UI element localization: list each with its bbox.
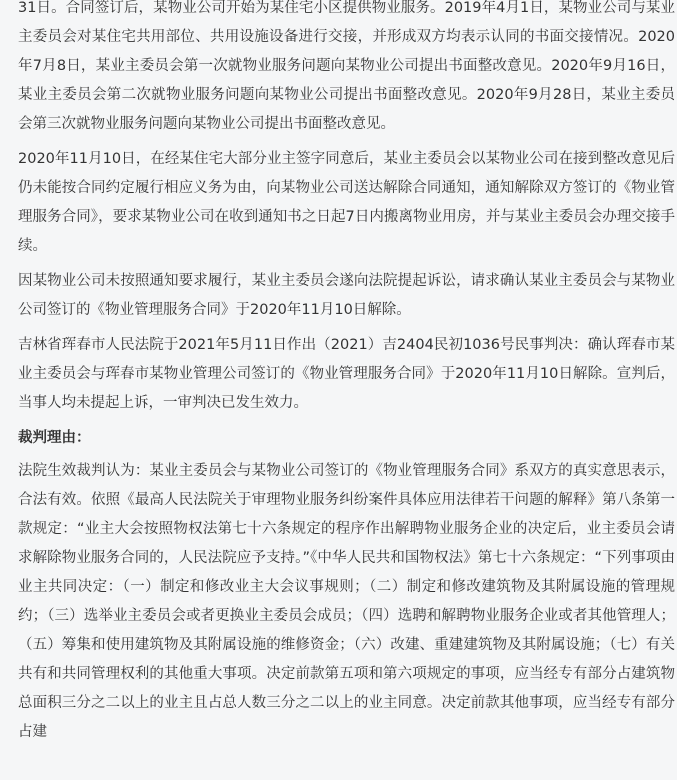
paragraph-background: 31日。合同签订后，某物业公司开始为某住宅小区提供物业服务。2019年4月1日，某物业公司与某业主委员会对某住宅共用部位、共用设施设备进行交接，并形成双方均表示认同的书面交接情况。2020年7月8日，某业主委员会第一次就物业服务问题向某物业公司提出书面整改意见。2020年9月16日，某业主委员会第二次就物业服务问题向某物业公司提出书面整改意见。2020年9月28日，某业主委员会第三次就物业服务问题向某物业公司提出书面整改意见。 [18, 0, 675, 132]
paragraph-reasoning: 法院生效裁判认为：某业主委员会与某物业公司签订的《物业管理服务合同》系双方的真实意思表示，合法有效。依照《最高人民法院关于审理物业服务纠纷案件具体应用法律若干问题的解释》第八条第一款规定：“业主大会按照物权法第七十六条规定的程序作出解聘物业服务企业的决定后，业主委员会请求解除物业服务合同的，人民法院应予支持。”《中华人民共和国物权法》第七十六条规定：“下列事项由业主共同决定：（一）制定和修改业主大会议事规则；（二）制定和修改建筑物及其附属设施的管理规约；（三）选举业主委员会或者更换业主委员会成员；（四）选聘和解聘物业服务企业或者其他管理人；（五）筹集和使用建筑物及其附属设施的维修资金；（六）改建、重建建筑物及其附属设施；（七）有关共有和共同管理权利的其他重大事项。决定前款第五项和第六项规定的事项，应当经专有部分占建筑物总面积三分之二以上的业主且占总人数三分之二以上的业主同意。决定前款其他事项，应当经专有部分占建 [18, 463, 675, 740]
paragraph-termination-notice: 2020年11月10日，在经某住宅大部分业主签字同意后，某业主委员会以某物业公司在接到整改意见后仍未能按合同约定履行相应义务为由，向某物业公司送达解除合同通知，通知解除双方签订的《物业管理服务合同》，要求某物业公司在收到通知书之日起7日内搬离物业用房，并与某业主委员会办理交接手续。 [18, 151, 675, 254]
paragraph-judgment: 吉林省珲春市人民法院于2021年5月11日作出（2021）吉2404民初1036号民事判决：确认珲春市某业主委员会与珲春市某物业管理公司签订的《物业管理服务合同》于2020年11月10日解除。宣判后，当事人均未提起上诉，一审判决已发生效力。 [18, 337, 675, 411]
section-heading: 裁判理由： [18, 430, 91, 446]
paragraph-lawsuit: 因某物业公司未按照通知要求履行，某业主委员会遂向法院提起诉讼，请求确认某业主委员会与某物业公司签订的《物业管理服务合同》于2020年11月10日解除。 [18, 273, 675, 318]
